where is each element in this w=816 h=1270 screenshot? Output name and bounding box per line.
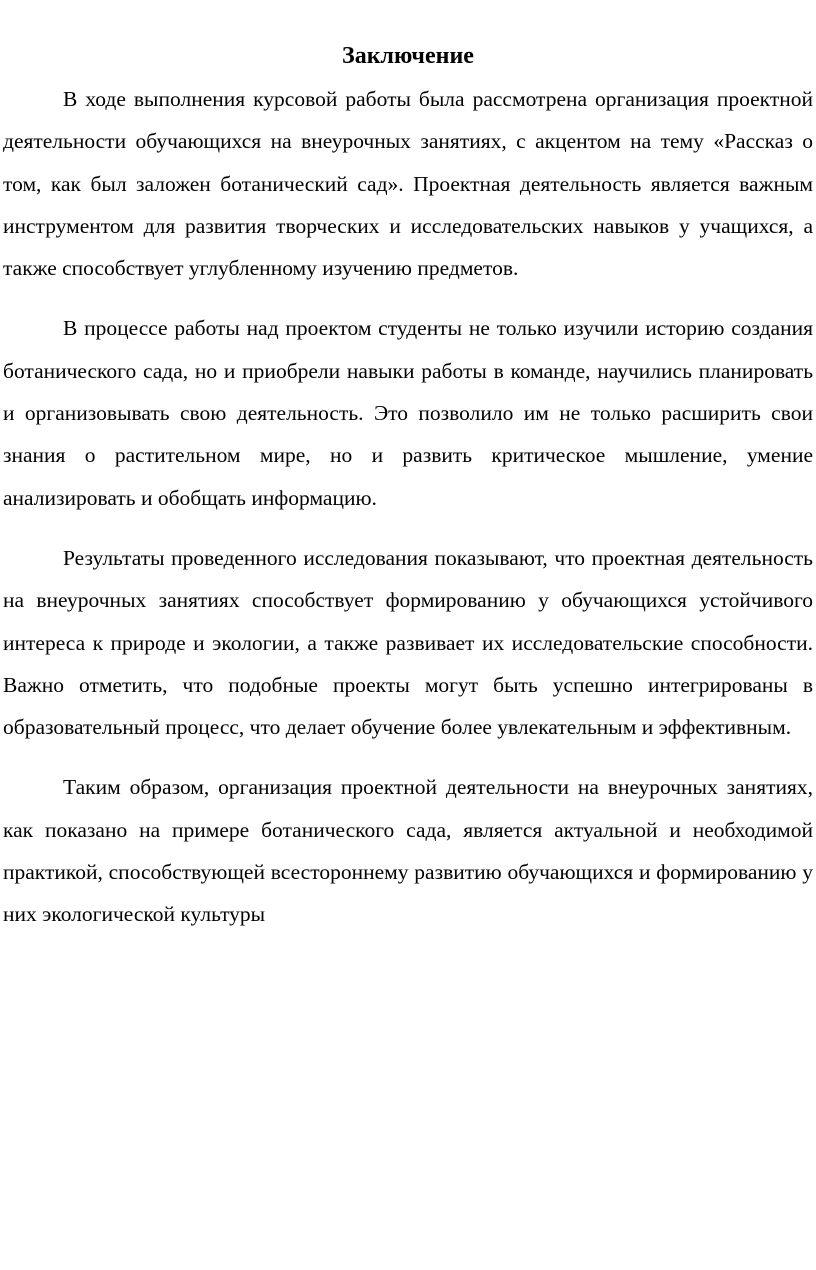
page-title: Заключение (342, 43, 474, 69)
paragraph-1: В ходе выполнения курсовой работы была рассмотрена организация проектной деятельности обучающихся на внеурочных занятиях, с акцентом на тему «Рассказ о том, как был заложен ботанический сад». Проектная деятельность является важным инструментом для развития творческих и исследовательских навыков у учащихся, а также способствует углубленному изучению предметов. (3, 87, 813, 281)
paragraph-2: В процессе работы над проектом студенты не только изучили историю создания ботанического сада, но и приобрели навыки работы в команде, научились планировать и организовывать свою деятельность. Это позволило им не только расширить свои знания о растительном мире, но и развить критическое мышление, умение анализировать и обобщать информацию. (3, 316, 813, 510)
paragraph-4: Таким образом, организация проектной деятельности на внеурочных занятиях, как показано на примере ботанического сада, является актуальной и необходимой практикой, способствующей всестороннему развитию обучающихся и формированию у них экологической культуры (3, 775, 813, 927)
document-body (3, 78, 813, 954)
paragraph-3: Результаты проведенного исследования показывают, что проектная деятельность на внеурочных занятиях способствует формированию у обучающихся устойчивого интереса к природе и экологии, а также развивает их исследовательские способности. Важно отметить, что подобные проекты могут быть успешно интегрированы в образовательный процесс, что делает обучение более увлекательным и эффективным. (3, 545, 813, 740)
